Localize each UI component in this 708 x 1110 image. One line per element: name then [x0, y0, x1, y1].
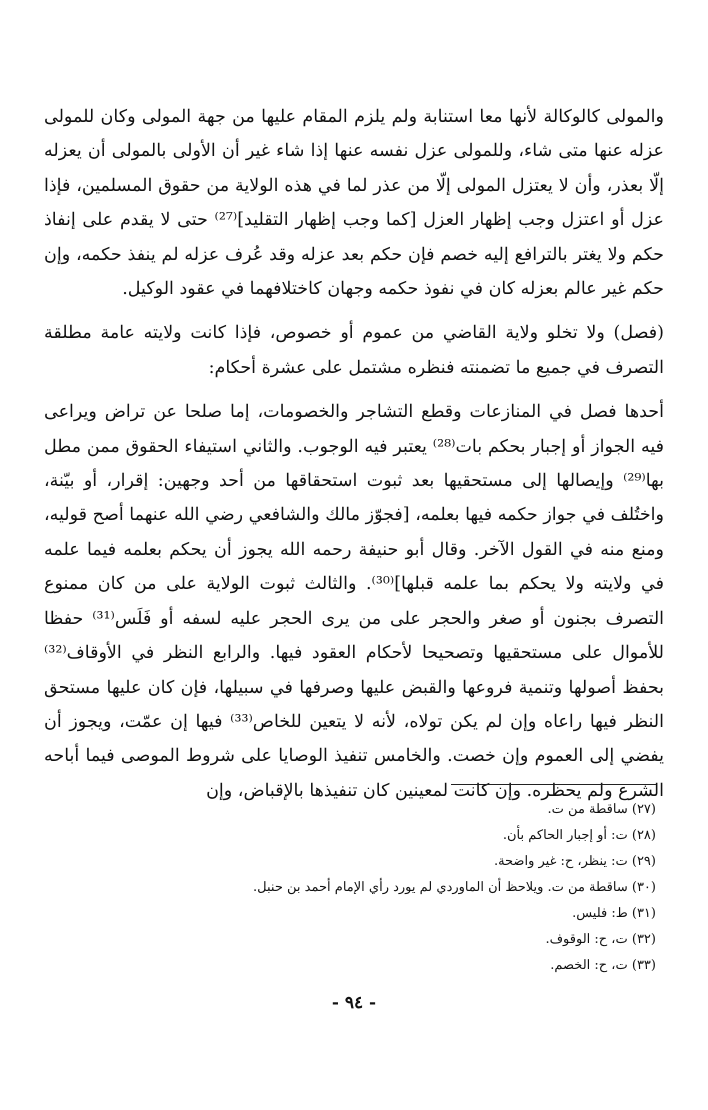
page-number: - ٩٤ -	[331, 993, 377, 1013]
page-body	[44, 100, 664, 818]
footnote-27: (٢٧) ساقطة من ت.	[547, 802, 656, 817]
paragraph-1: والمولى كالوكالة لأنها معا استنابة ولم يلزم المقام عليها من جهة المولى وكان للمولى عزله عنها متى شاء، وللمولى عزل نفسه عنها إذا شاء غير أن الأولى بالمولى أن يعزله إلّا بعذر، وأن لا يعتزل المولى إلّا من عذر لما في هذه الولاية من حقوق المسلمين، فإذا عزل أو اعتزل وجب إظهار العزل [كما وجب إظهار التقليد]⁽²⁷⁾ حتى لا يقدم على إنفاذ حكم ولا يغتر بالترافع إليه خصم فإن حكم بعد عزله وقد عُرف عزله لم ينفذ حكمه، وإن حكم غير عالم بعزله كان في نفوذ حكمه وجهان كاختلافهما في عقود الوكيل.	[44, 107, 664, 300]
footnote-29: (٢٩) ت: ينظر، ح: غير واضحة.	[493, 854, 656, 869]
footnote-33: (٣٣) ت، ح: الخصم.	[550, 958, 656, 973]
footnotes	[56, 797, 656, 979]
footnote-31: (٣١) ط: فليس.	[572, 906, 656, 921]
footnote-28: (٢٨) ت: أو إجبار الحاكم بأن.	[502, 828, 656, 843]
paragraph-3: أحدها فصل في المنازعات وقطع التشاجر والخصومات، إما صلحا عن تراض ويراعى فيه الجواز أو إجبار بحكم بات⁽²⁸⁾ يعتبر فيه الوجوب. والثاني استيفاء الحقوق ممن مطل بها⁽²⁹⁾ وإيصالها إلى مستحقيها بعد ثبوت استحقاقها من أحد وجهين: إقرار، أو بيّنة، واختُلف في جواز حكمه فيها بعلمه، [فجوّز مالك والشافعي رضي الله عنهما أصح قوليه، ومنع منه في القول الآخر. وقال أبو حنيفة رحمه الله يجوز أن يحكم بعلمه فيما علمه في ولايته ولا يحكم بما علمه قبلها]⁽³⁰⁾. والثالث ثبوت الولاية على من كان ممنوع التصرف بجنون أو صغر والحجر على من يرى الحجر عليه لسفه أو فَلَس⁽³¹⁾ حفظا للأموال على مستحقيها وتصحيحا لأحكام العقود فيها. والرابع النظر في الأوقاف⁽³²⁾ بحفظ أصولها وتنمية فروعها والقبض عليها وصرفها في سبيلها، فإن كان عليها مستحق النظر فيها راعاه وإن لم يكن تولاه، لأنه لا يتعين للخاص⁽³³⁾ فيها إن عمّت، ويجوز أن يفضي إلى العموم وإن خصت. والخامس تنفيذ الوصايا على شروط الموصى فيما أباحه الشرع ولم يحظره. وإن كانت لمعينين كان تنفيذها بالإقباض، وإن	[44, 402, 665, 801]
footnote-30: (٣٠) ساقطة من ت. ويلاحظ أن الماوردي لم يورد رأي الإمام أحمد بن حنبل.	[253, 880, 656, 895]
paragraph-2: (فصل) ولا تخلو ولاية القاضي من عموم أو خصوص، فإذا كانت ولايته عامة مطلقة التصرف في جميع ما تضمنته فنظره مشتمل على عشرة أحكام:	[44, 323, 664, 378]
footnote-32: (٣٢) ت، ح: الوقوف.	[545, 932, 656, 947]
footnote-separator	[451, 784, 656, 785]
